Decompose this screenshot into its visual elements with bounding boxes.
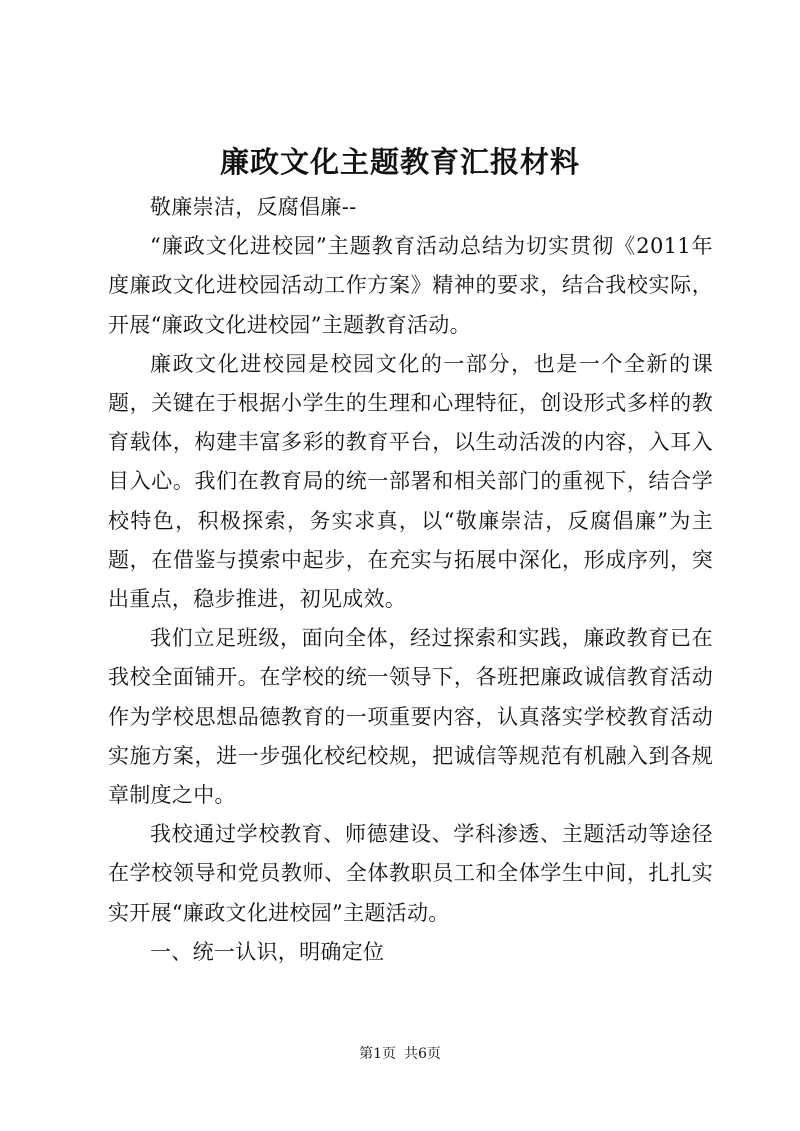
paragraph-greeting: 敬廉崇洁，反腐倡廉-- — [150, 195, 357, 219]
page-total: 共6页 — [404, 1046, 441, 1062]
paragraph-background: 廉政文化进校园是校园文化的一部分，也是一个全新的课题，关键在于根据小学生的生理和心理特征，创设形式多样的教育载体，构建丰富多彩的教育平台，以生动活泼的内容，入耳入目入心。我们在教育局的统一部署和相关部门的重视下，结合学校特色，积极探索，务实求真，以“敬廉崇洁，反腐倡廉”为主题，在借鉴与摸索中起步，在充实与拓展中深化，形成序列，突出重点，稳步推进，初见成效。 — [108, 351, 713, 612]
document-title: 廉政文化主题教育汇报材料 — [219, 145, 580, 179]
paragraph-intro: “廉政文化进校园”主题教育活动总结为切实贯彻《2011年度廉政文化进校园活动工作方案》精神的要求，结合我校实际，开展“廉政文化进校园”主题教育活动。 — [108, 234, 713, 337]
document-body — [108, 188, 713, 972]
page-number: 第1页 — [359, 1046, 396, 1062]
paragraph-implementation: 我们立足班级，面向全体，经过探索和实践，廉政教育已在我校全面铺开。在学校的统一领导下，各班把廉政诚信教育活动作为学校思想品德教育的一项重要内容，认真落实学校教育活动实施方案，进一步强化校纪校规，把诚信等规范有机融入到各规章制度之中。 — [108, 626, 713, 808]
paragraph-approach: 我校通过学校教育、师德建设、学科渗透、主题活动等途径在学校领导和党员教师、全体教职员工和全体学生中间，扎扎实实开展“廉政文化进校园”主题活动。 — [108, 822, 713, 925]
page-footer — [0, 1044, 800, 1064]
section-heading-1: 一、统一认识，明确定位 — [150, 939, 385, 964]
